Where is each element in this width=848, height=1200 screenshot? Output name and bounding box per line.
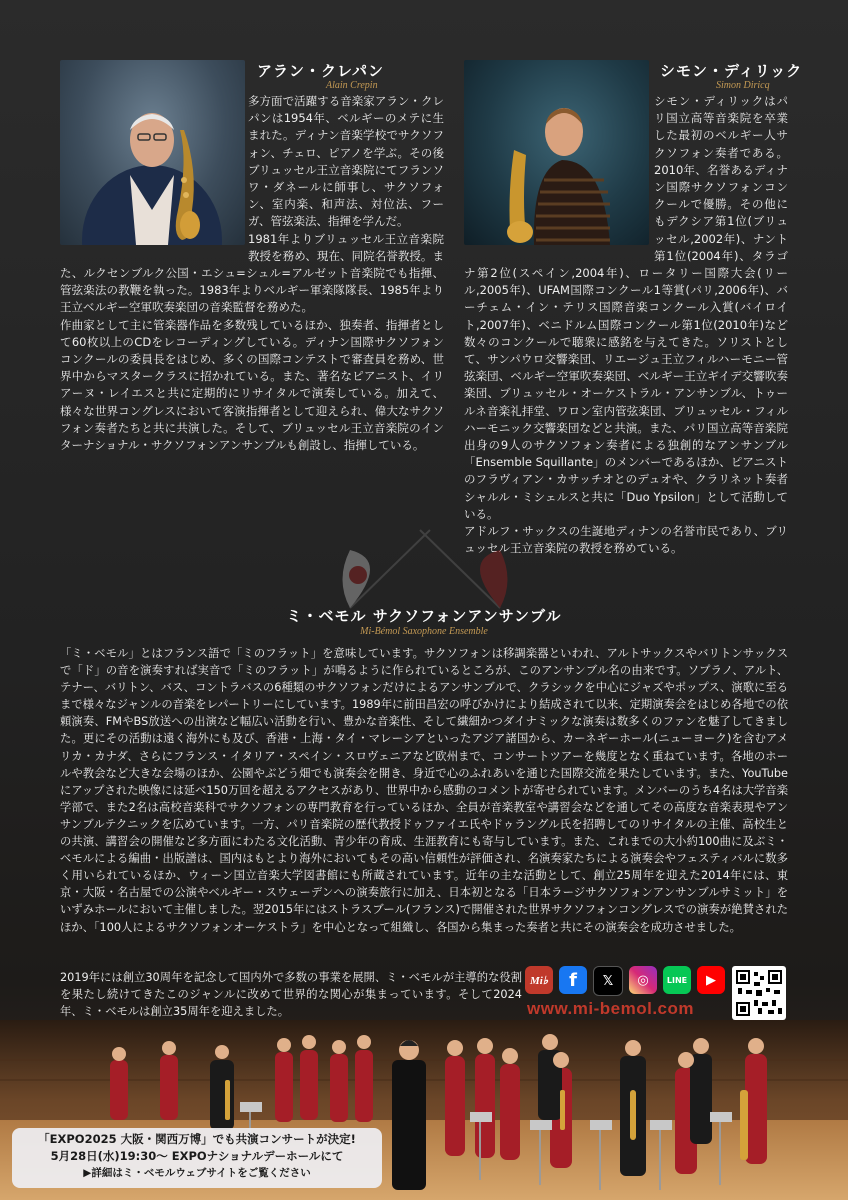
facebook-icon[interactable]: f <box>559 966 587 994</box>
diricq-bio-paragraph-2: アドルフ・サックスの生誕地ディナンの名誉市民であり、ブリュッセル王立音楽院の教授を務めている。 <box>464 524 788 556</box>
crepin-bio-paragraph-1: 多方面で活躍する音楽家アラン・クレパンは1954年、ベルギーのメテに生まれた。ディナン音楽学校でサクソフォン、チェロ、ピアノを学ぶ。その後ブリュッセル王立音楽院にてフランソワ・ダネールに師事し、サクソフォン、室内楽、和声法、対位法、フーガ、管弦楽法、指揮を学んだ。 <box>248 94 444 229</box>
crepin-name-jp: アラン・クレパン <box>257 62 384 80</box>
diricq-name-en: Simon Diricq <box>716 80 770 91</box>
crepin-bio-paragraph-3: 作曲家として主に管楽器作品を多数残しているほか、独奏者、指揮者として60枚以上のCDをレコーディングしている。ディナン国際サクソフォンコンクールの委員長をはじめ、多くの国際コンテストで審査員を務め、世界中からマスタークラスに招かれている。また、著名なピアニスト、イリアーヌ・レイエスと共に定期的にリサイタルで演奏している。加えて、様々な世界コングレスにおいて客演指揮者として迎えられ、偉大なサクソフォン奏者たちと共に共演した。そして、ブリュッセル王立音楽院のインターナショナル・サクソフォンアンサンブルも創設し、指揮している。 <box>60 317 444 453</box>
mibemol-logo-icon[interactable]: Mi♭ <box>525 966 553 994</box>
diricq-photo-spacer <box>464 93 654 263</box>
website-url[interactable]: www.mi-bemol.com <box>527 999 695 1018</box>
crepin-bio-paragraph-2: 1981年よりブリュッセル王立音楽院教授を務め、現在、同院名誉教授。また、ルクセンブルク公国・エシュ=シュル=アルゼット音楽院でも指揮、管弦楽法の教鞭を執った。1983年よりベルギー軍楽隊隊長、1985年より王立ベルギー空軍吹奏楽団の音楽監督を務めた。 <box>60 231 444 315</box>
x-icon[interactable]: 𝕏 <box>593 966 623 996</box>
instagram-icon[interactable]: ◎ <box>629 966 657 994</box>
line-icon[interactable]: LINE <box>663 966 691 994</box>
qr-code-icon[interactable] <box>732 966 786 1020</box>
notice-line-1: 「EXPO2025 大阪・関西万博」でも共演コンサートが決定! <box>38 1132 356 1146</box>
diricq-name-jp: シモン・ディリック <box>660 62 803 80</box>
expo-notice <box>12 1128 382 1188</box>
crepin-photo-spacer <box>60 93 248 263</box>
ensemble-title: ミ・ベモル サクソフォンアンサンブル <box>286 607 562 625</box>
youtube-icon[interactable]: ▶ <box>697 966 725 994</box>
ensemble-body-tail-text: 2019年には創立30周年を記念して国内外で多数の事業を展開、ミ・ベモルが主導的な役割を果たし続けてきたこのジャンルに改めて世界的な関心が集まっています。そして2024年、ミ・ベモルは創立35周年を迎えました。 <box>60 971 522 1019</box>
ensemble-body <box>60 645 788 936</box>
ensemble-body-text: 「ミ・ベモル」とはフランス語で「ミのフラット」を意味しています。サクソフォンは移調楽器といわれ、アルトサックスやバリトンサックスで「ド」の音を演奏すれば実音で「ミのフラット」が鳴るように作られているところが、このアンサンブル名の由来です。ソプラノ、アルト、テナー、バリトン、バス、コントラバスの6種類のサクソフォンだけによるアンサンブルで、クラシックを中心にジャズやポップス、演歌に至るまで様々なジャンルの音楽をレパートリーにしています。1989年に前田昌宏の呼びかけにより結成されて以来、定期演奏会をはじめ各地での依頼演奏、FMやBS放送への出演など幅広い活動を行い、豊かな音楽性、そして繊細かつダイナミックな演奏は数多くのファンを魅了してきました。更にその活動は遠く海外にも及び、香港・上海・タイ・マレーシアといったアジア諸国から、カーネギーホール(ニューヨーク)を含むアメリカ・カナダ、さらにフランス・イタリア・スペイン・スロヴェニアなど欧州まで、コンサートツアーを幾度となく重ねています。各地のホールや教会など大きな会場のほか、公園やぶどう畑でも演奏会を開き、身近で心のふれあいを通じた国際交流を果たしています。また、YouTubeにアップされた映像には延べ150万回を超えるアクセスがあり、世界中から感動のコメントが寄せられています。メンバーのうち4名は大学音楽学部で、また2名は高校音楽科でサクソフォンの専門教育を行っているほか、全員が音楽教室や講習会などを通してその高度な音楽表現やアンサンブルテクニックを広めています。一方、パリ音楽院の歴代教授ドゥファイエ氏やドゥラングル氏を招聘してのリサイタルの主催、高校生との共演、講習会の開催など多方面にわたる文化活動、青少年の育成、生涯教育にも寄与しています。また、これまでの大小約100曲に及ぶミ・ベモルによる編曲・出版譜は、国内はもとより海外においてもその高い信頼性が評価され、名演奏家たちによる演奏会やフェスティバルに数多く用いられているほか、ウィーン国立音楽大学図書館にも所蔵されています。近年の主な活動として、創立25周年を迎えた2014年には、東京・大阪・名古屋での公演やベルギー・スウェーデンへの演奏旅行に加え、日本初となる「日本ラージサクソフォンアンサンブルサミット」をいずみホールにおいて主催しました。翌2015年にはストラスブール(フランス)で開催された世界サクソフォンコングレスでの演奏が絶賛されたほか、「100人によるサクソフォンオーケストラ」を中心となって組織し、各国から集まった奏者と共にその演奏会を成功させました。 <box>60 647 788 934</box>
diricq-bio-paragraph-1: シモン・ディリックはパリ国立高等音楽院を卒業した最初のベルギー人サクソフォン奏者である。2010年、名誉あるディナン国際サクソフォンコンクールで優勝。その他にもデクシア第1位(ブリュッセル,2002年)、ナント第1位(2004年)、タラゴナ第2位(スペイン,2004年)、ロータリー国際大会(リール,2005年)、UFAM国際コンクール1等賞(パリ,2006年)、バーチェム・イン・テリス国際音楽コンクール入賞(バイロイト,2007年)、ベニドルム国際コンクール第1位(2010年)など数々のコンクールで聴衆に感銘を与えてきた。ソリストとして、サンパウロ交響楽団、リエージュ王立フィルハーモニー管弦楽団、ベルギー空軍吹奏楽団、ベルギー王立ギイデ交響吹奏楽団、ブリュッセル・オーケストラル・アンサンブル、トゥールネ音楽礼拝堂、ワロン室内管弦楽団、ブリュッセル・フィルハーモニック交響楽団などと共演。また、パリ国立高等音楽院出身の9人のサクソフォン奏者による独創的なアンサンブル「Ensemble Squillante」のメンバーであるほか、ピアニストのフラヴィアン・カサッチオとのデュオや、クラリネット奏者シャルル・ミシェルスと共に「Duo Ypsilon」として活動している。 <box>464 94 788 521</box>
crepin-name-en: Alain Crepin <box>326 80 378 91</box>
social-links <box>525 966 725 996</box>
crepin-bio <box>60 93 444 454</box>
notice-line-2: 5月28日(水)19:30〜 EXPOナショナルデーホールにて <box>50 1149 344 1163</box>
ensemble-body-tail <box>60 969 522 1020</box>
notice-line-3[interactable]: ▶詳細はミ・ベモルウェブサイトをご覧ください <box>83 1167 311 1179</box>
ensemble-subtitle: Mi-Bémol Saxophone Ensemble <box>360 626 488 637</box>
diricq-bio <box>464 93 788 557</box>
crossed-flags-decoration <box>330 520 520 610</box>
